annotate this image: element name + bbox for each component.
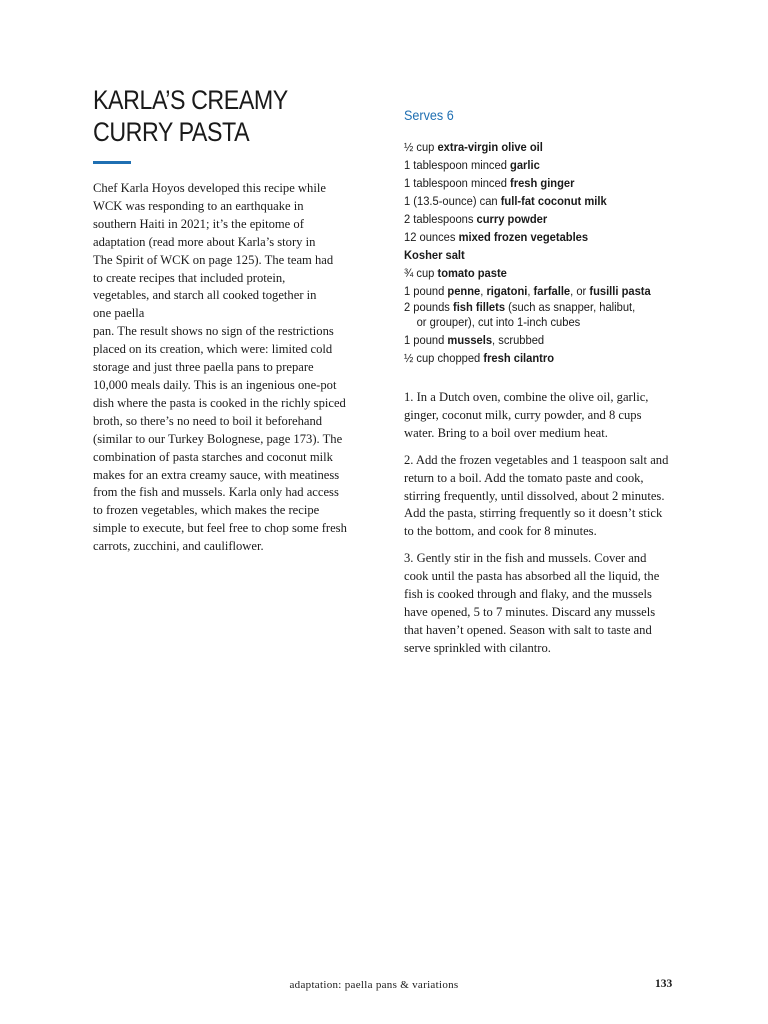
- intro-line: The Spirit of WCK on page 125). The team had: [93, 252, 334, 267]
- ingredient-item: 1 pound mussels, scrubbed: [404, 333, 545, 347]
- ingredient-item: 1 tablespoon minced garlic: [404, 158, 540, 172]
- intro-line: (similar to our Turkey Bolognese, page 173). The: [93, 431, 343, 446]
- ingredient-item-pasta: 1 pound penne, rigatoni, farfalle, or fusilli pasta: [404, 284, 651, 298]
- ingredient-item: 12 ounces mixed frozen vegetables: [404, 230, 589, 244]
- intro-line: to frozen vegetables, which makes the recipe: [93, 503, 320, 518]
- intro-line: vegetables, and starch all cooked together in: [93, 288, 317, 303]
- intro-line: from the fish and mussels. Karla only had access: [93, 485, 339, 500]
- intro-line: pan. The result shows no sign of the restrictions: [93, 324, 334, 339]
- recipe-title: [93, 84, 334, 148]
- ingredient-item: ¾ cup tomato paste: [404, 266, 507, 280]
- ingredient-item: ½ cup chopped fresh cilantro: [404, 351, 555, 365]
- intro-line: combination of pasta starches and coconut milk: [93, 449, 333, 464]
- intro-line: simple to execute, but feel free to chop some fresh: [93, 521, 347, 536]
- serves-label: Serves 6: [404, 107, 454, 123]
- ingredient-item: Kosher salt: [404, 248, 465, 262]
- recipe-title-line-1: KARLA’S CREAMY: [93, 85, 288, 115]
- ingredient-item: 1 (13.5-ounce) can full-fat coconut milk: [404, 194, 607, 208]
- ingredient-item: 2 tablespoons curry powder: [404, 212, 548, 226]
- intro-line: southern Haiti in 2021; it’s the epitome of: [93, 216, 304, 231]
- intro-line: placed on its creation, which were: limited cold: [93, 342, 333, 357]
- ingredient-item: ½ cup extra-virgin olive oil: [404, 140, 543, 154]
- title-accent-rule: [93, 161, 131, 164]
- page-number: 133: [655, 978, 673, 990]
- intro-line: to create recipes that included protein,: [93, 270, 286, 285]
- intro-line: adaptation (read more about Karla’s story in: [93, 234, 316, 249]
- intro-line: WCK was responding to an earthquake in: [93, 198, 304, 213]
- intro-line: one paella: [93, 306, 145, 321]
- intro-line: storage and just three paella pans to prepare: [93, 360, 314, 375]
- recipe-title-line-2: CURRY PASTA: [93, 117, 250, 147]
- intro-line: Chef Karla Hoyos developed this recipe while: [93, 181, 326, 195]
- method-steps: [404, 389, 674, 667]
- intro-line: dish where the pasta is cooked in the richly spiced: [93, 395, 346, 410]
- intro-line: 10,000 meals daily. This is an ingenious one-pot: [93, 377, 337, 392]
- ingredient-item: 1 tablespoon minced fresh ginger: [404, 176, 575, 190]
- intro-line: carrots, zucchini, and cauliflower.: [93, 539, 264, 554]
- method-step: 1. In a Dutch oven, combine the olive oil, garlic, ginger, coconut milk, curry powder, and 8 cups water. Bring to a boil over medium heat.: [404, 390, 649, 440]
- method-step: 2. Add the frozen vegetables and 1 teaspoon salt and return to a boil. Add the tomato paste and cook, stirring frequently, until dissolved, about 2 minutes. Add the pasta, stirring frequently so it doesn’t stick to the bottom, and cook for 8 minutes.: [404, 452, 669, 539]
- intro-line: makes for an extra creamy sauce, with meatiness: [93, 467, 340, 482]
- intro-line: broth, so there’s no need to boil it beforehand: [93, 413, 323, 428]
- footer-section-title: adaptation: paella pans & variations: [289, 979, 459, 991]
- ingredient-item-fish: 2 pounds fish fillets (such as snapper, halibut, or grouper), cut into 1-inch cubes: [404, 300, 636, 329]
- intro-paragraph: [93, 180, 371, 556]
- ingredient-list: [404, 138, 674, 367]
- method-step: 3. Gently stir in the fish and mussels. Cover and cook until the pasta has absorbed all the liquid, the fish is cooked through and flaky, and the mussels have opened, 5 to 7 minutes. Discard any mussels that haven’t opened. Season with salt to taste and serve sprinkled with cilantro.: [404, 551, 660, 655]
